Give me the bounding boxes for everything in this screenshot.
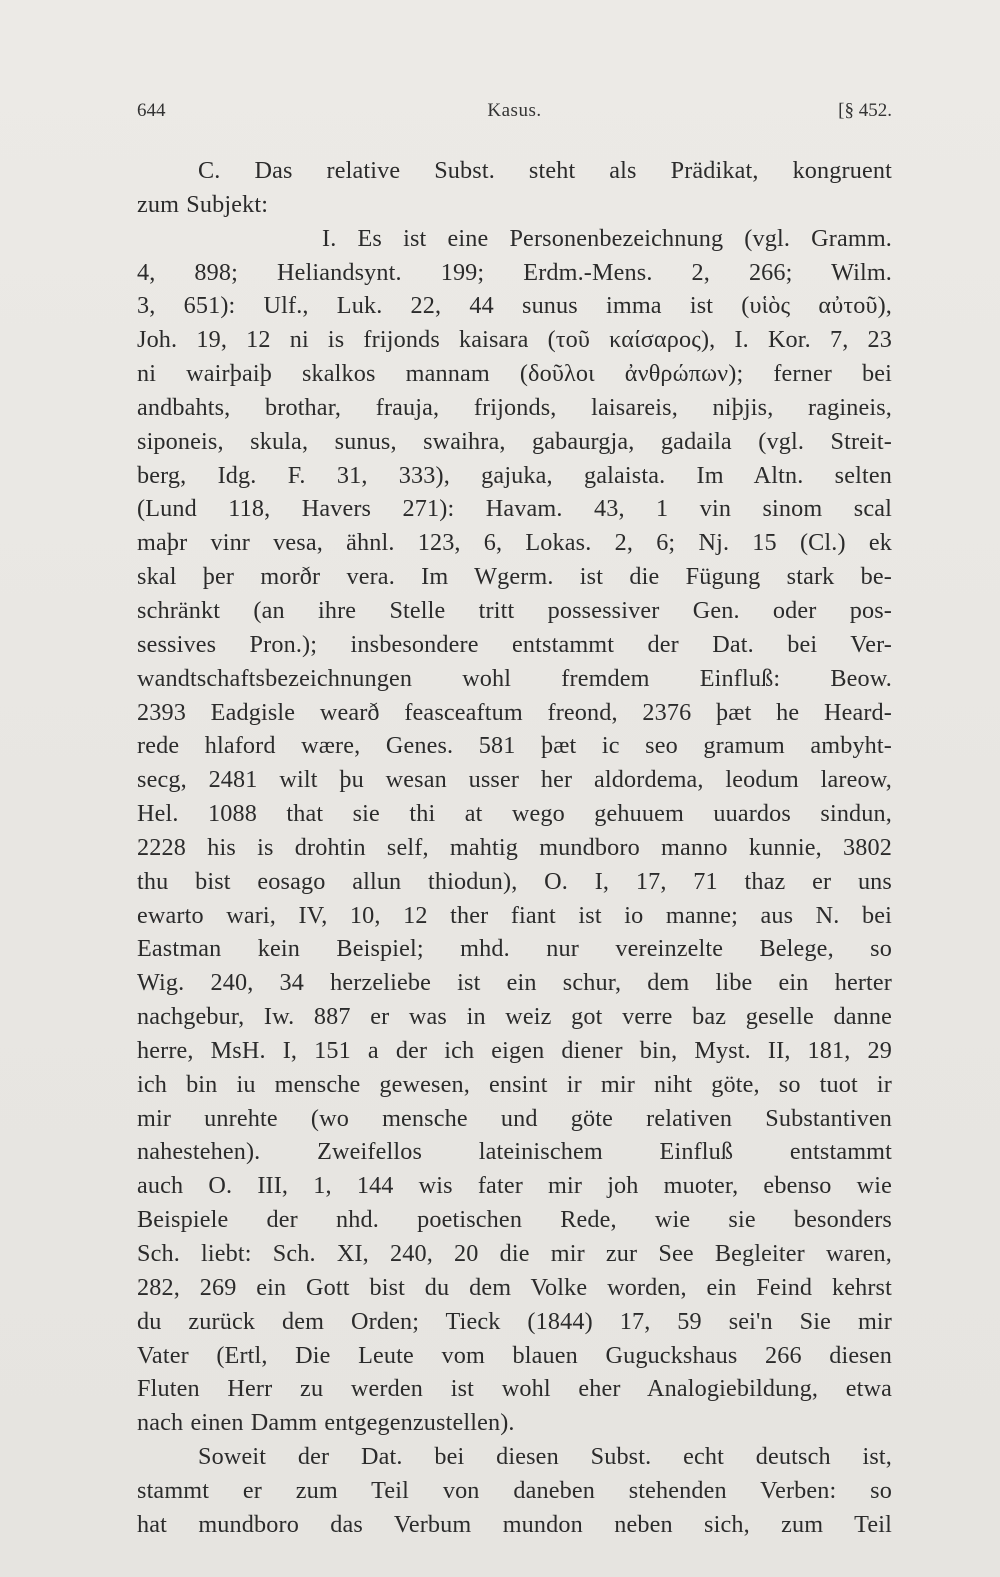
text-line: 2393 Eadgisle wearð feasceaftum freond, 2376 þæt he Heard- <box>137 698 892 726</box>
text-line: Soweit der Dat. bei diesen Subst. echt deutsch ist, <box>198 1443 892 1471</box>
text-line: nachgebur, Iw. 887 er was in weiz got verre baz geselle danne <box>137 1003 892 1031</box>
text-line: auch O. III, 1, 144 wis fater mir joh muoter, ebenso wie <box>137 1172 892 1200</box>
text-line: sessives Pron.); insbesondere entstammt der Dat. bei Ver- <box>137 630 892 658</box>
paragraph-2 <box>137 1440 892 1542</box>
text-line: wandtschaftsbezeichnungen wohl fremdem Einfluß: Beow. <box>137 664 892 692</box>
text-line: 2228 his is drohtin self, mahtig mundboro manno kunnie, 3802 <box>137 833 892 861</box>
text-line: secg, 2481 wilt þu wesan usser her aldordema, leodum lareow, <box>137 766 892 794</box>
text-line: Sch. liebt: Sch. XI, 240, 20 die mir zur See Begleiter waren, <box>137 1240 892 1267</box>
text-line: du zurück dem Orden; Tieck (1844) 17, 59 sei'n Sie mir <box>137 1307 892 1335</box>
text-line: Beispiele der nhd. poetischen Rede, wie sie besonders <box>137 1206 892 1234</box>
text-line: 4, 898; Heliandsynt. 199; Erdm.-Mens. 2, 266; Wilm. <box>137 258 892 286</box>
text-line: rede hlaford wære, Genes. 581 þæt ic seo gramum ambyht- <box>137 732 892 760</box>
text-line: Wig. 240, 34 herzeliebe ist ein schur, dem libe ein herter <box>137 969 892 997</box>
text-line: ich bin iu mensche gewesen, ensint ir mir niht göte, so tuot ir <box>137 1070 892 1098</box>
text-line: skal þer morðr vera. Im Wgerm. ist die Fügung stark be- <box>137 563 892 591</box>
text-line: 3, 651): Ulf., Luk. 22, 44 sunus imma ist (υἱὸς αὐτοῦ), <box>137 292 892 320</box>
text-line: berg, Idg. F. 31, 333), gajuka, galaista. Im Altn. selten <box>137 461 892 489</box>
text-line: schränkt (an ihre Stelle tritt possessiver Gen. oder pos- <box>137 596 892 624</box>
text-line: 282, 269 ein Gott bist du dem Volke worden, ein Feind kehrst <box>137 1273 892 1301</box>
text-line: zum Subjekt: <box>137 190 269 218</box>
text-line: Joh. 19, 12 ni is frijonds kaisara (τοῦ καίσαρος), I. Kor. 7, 23 <box>137 326 892 354</box>
text-line: Hel. 1088 that sie thi at wego gehuuem uuardos sindun, <box>137 800 892 828</box>
page-number: 644 <box>137 100 166 121</box>
text-line: I. Es ist eine Personenbezeichnung (vgl. Gramm. <box>322 224 892 252</box>
text-line: andbahts, brothar, frauja, frijonds, laisareis, niþjis, ragineis, <box>137 393 892 421</box>
text-line: nahestehen). Zweifellos lateinischem Einfluß entstammt <box>137 1138 892 1166</box>
text-line: ni wairþaiþ skalkos mannam (δοῦλοι ἀνθρώπων); ferner bei <box>137 360 892 388</box>
text-line: maþr vinr vesa, ähnl. 123, 6, Lokas. 2, 6; Nj. 15 (Cl.) ek <box>137 529 892 557</box>
text-line: ewarto wari, IV, 10, 12 ther fiant ist io manne; aus N. bei <box>137 901 892 929</box>
section-reference: [§ 452. <box>838 100 892 121</box>
text-line: Vater (Ertl, Die Leute vom blauen Guguckshaus 266 diesen <box>137 1341 892 1369</box>
running-header <box>137 100 892 134</box>
body-text <box>137 154 892 1542</box>
text-line: siponeis, skula, sunus, swaihra, gabaurgja, gadaila (vgl. Streit- <box>137 427 892 455</box>
text-line: stammt er zum Teil von daneben stehenden Verben: so <box>137 1476 892 1504</box>
text-line: (Lund 118, Havers 271): Havam. 43, 1 vin sinom scal <box>137 495 892 523</box>
text-line: C. Das relative Subst. steht als Prädikat, kongruent <box>198 157 892 184</box>
text-line: mir unrehte (wo mensche und göte relativen Substantiven <box>137 1104 892 1132</box>
paragraph-1 <box>137 154 892 1440</box>
text-line: Eastman kein Beispiel; mhd. nur vereinzelte Belege, so <box>137 935 892 963</box>
text-line: Fluten Herr zu werden ist wohl eher Analogiebildung, etwa <box>137 1375 892 1403</box>
text-line: herre, MsH. I, 151 a der ich eigen diener bin, Myst. II, 181, 29 <box>137 1036 892 1064</box>
text-line: thu bist eosago allun thiodun), O. I, 17, 71 thaz er uns <box>137 867 892 895</box>
text-line: hat mundboro das Verbum mundon neben sich, zum Teil <box>137 1510 892 1538</box>
text-line: nach einen Damm entgegenzustellen). <box>137 1409 515 1437</box>
running-title: Kasus. <box>487 100 542 121</box>
